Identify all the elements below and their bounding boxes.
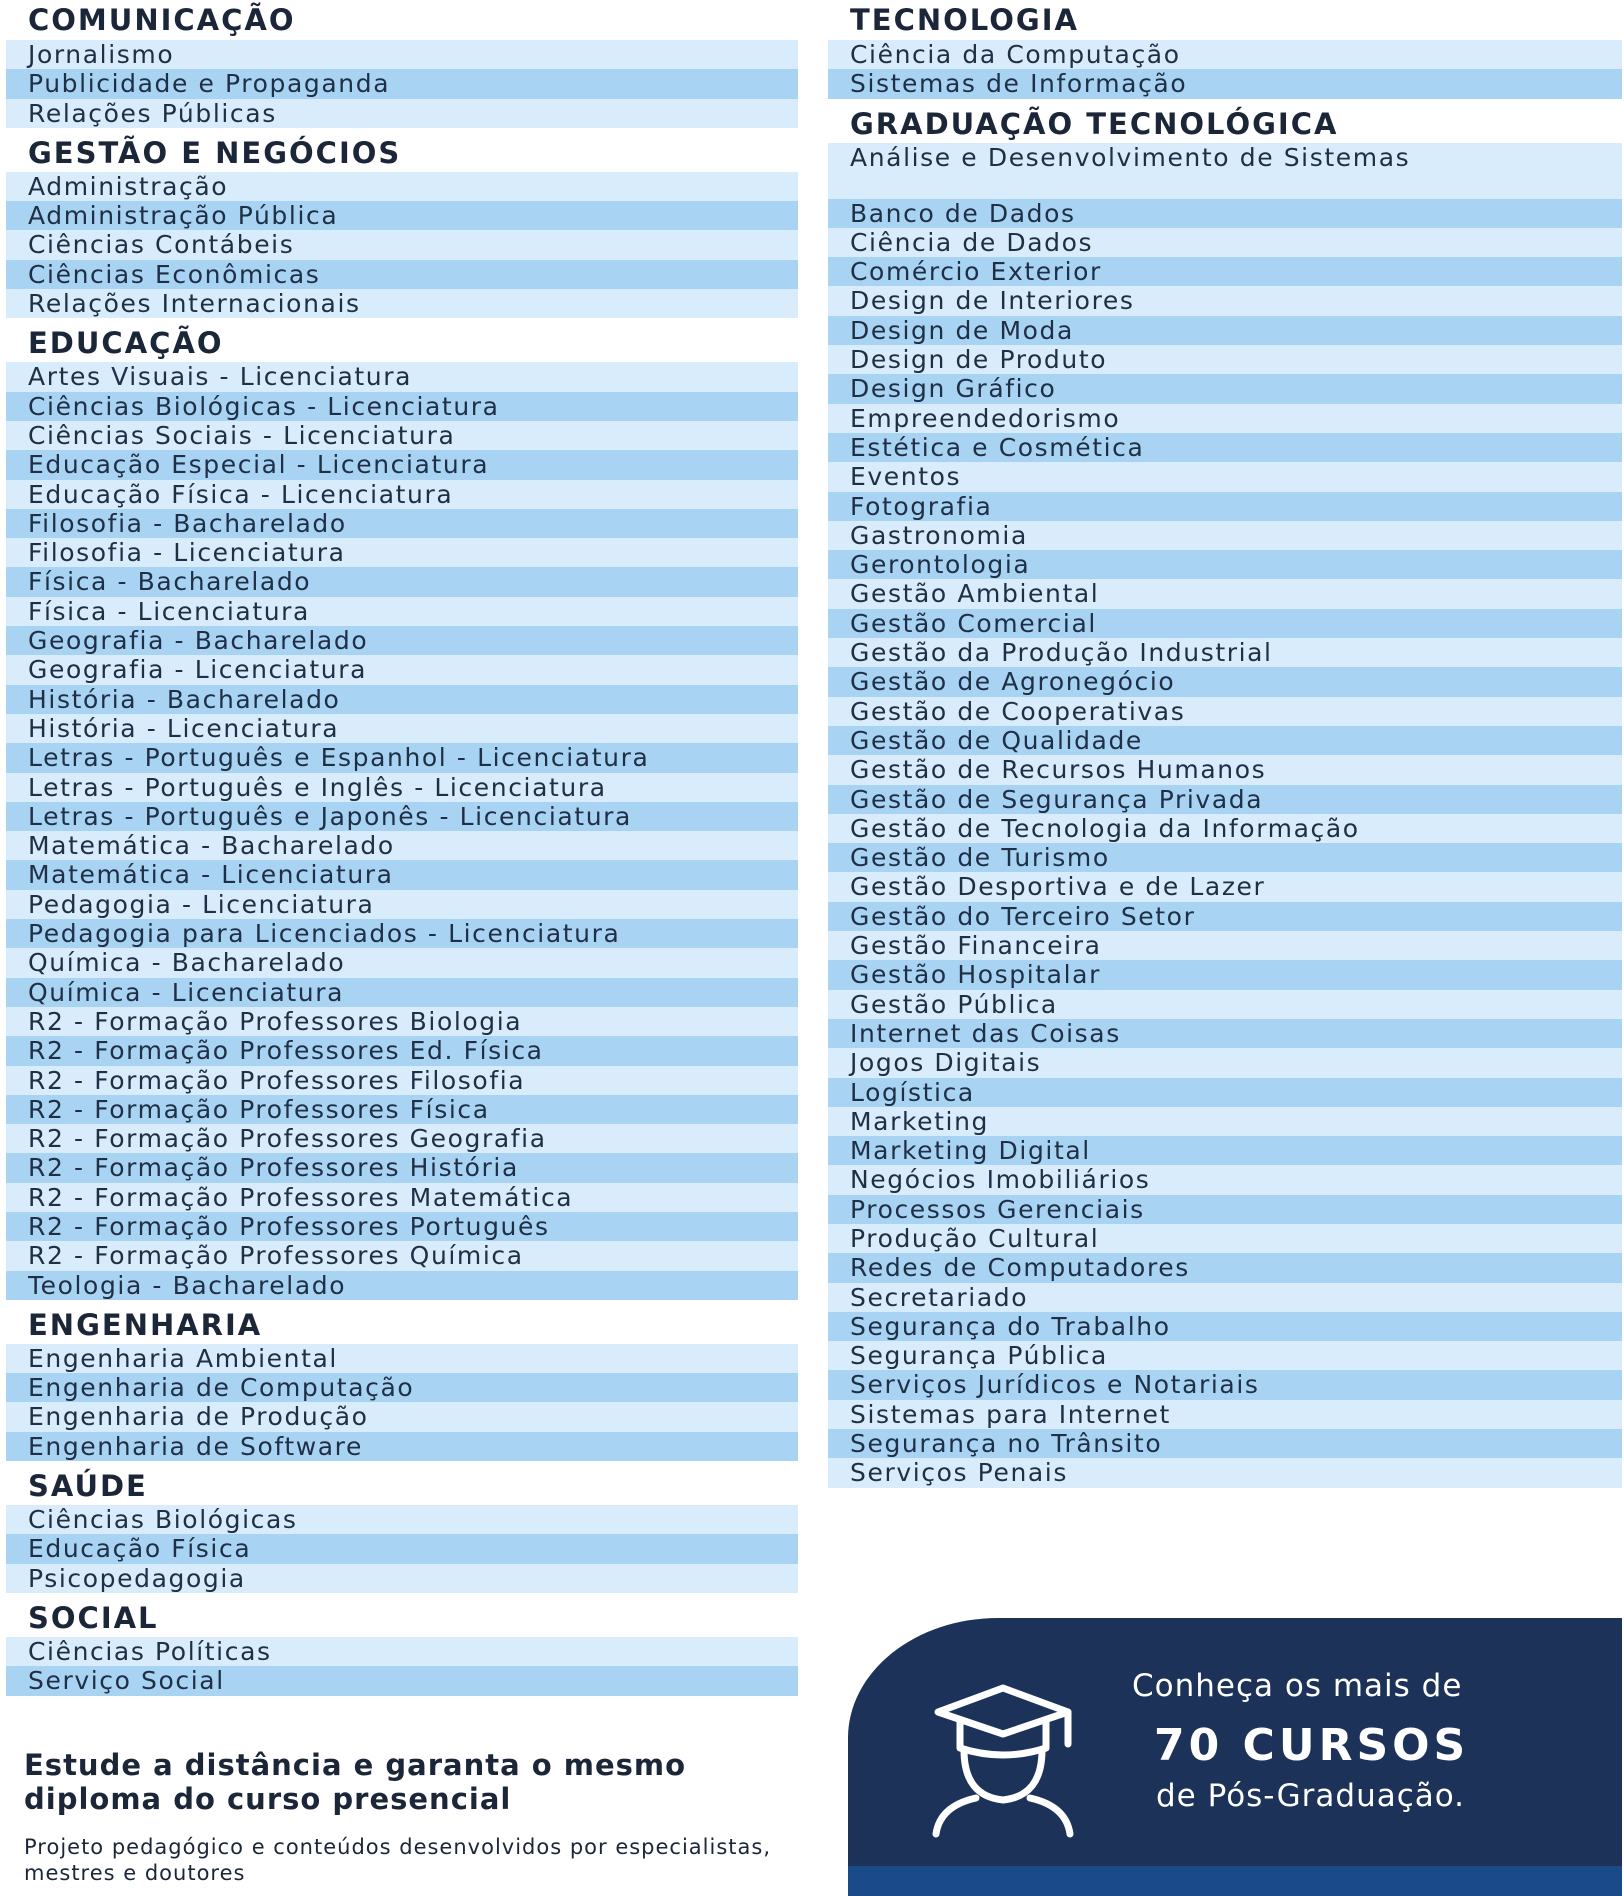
course-item[interactable]: Pedagogia para Licenciados - Licenciatura: [6, 919, 798, 948]
course-item[interactable]: Gestão de Recursos Humanos: [828, 755, 1622, 784]
course-item[interactable]: Química - Licenciatura: [6, 978, 798, 1007]
course-item[interactable]: R2 - Formação Professores Matemática: [6, 1183, 798, 1212]
course-item[interactable]: Banco de Dados: [828, 199, 1622, 228]
course-item[interactable]: Análise e Desenvolvimento de Sistemas: [828, 143, 1622, 199]
course-item[interactable]: Design de Produto: [828, 345, 1622, 374]
course-item[interactable]: R2 - Formação Professores Geografia: [6, 1124, 798, 1153]
course-item[interactable]: Processos Gerenciais: [828, 1195, 1622, 1224]
course-item[interactable]: Ciência da Computação: [828, 40, 1622, 69]
section-heading-tecnologia: TECNOLOGIA: [850, 3, 1079, 37]
right-column: [828, 0, 1622, 1488]
course-item[interactable]: Serviço Social: [6, 1666, 798, 1695]
course-item[interactable]: Jogos Digitais: [828, 1048, 1622, 1077]
course-item[interactable]: Geografia - Licenciatura: [6, 655, 798, 684]
course-item[interactable]: Gestão de Segurança Privada: [828, 785, 1622, 814]
course-item[interactable]: Negócios Imobiliários: [828, 1165, 1622, 1194]
course-item[interactable]: Pedagogia - Licenciatura: [6, 890, 798, 919]
course-item[interactable]: Publicidade e Propaganda: [6, 69, 798, 98]
course-item[interactable]: Física - Licenciatura: [6, 597, 798, 626]
course-item[interactable]: Matemática - Bacharelado: [6, 831, 798, 860]
promo-bottom-stripe: [848, 1866, 1622, 1896]
course-item[interactable]: Sistemas de Informação: [828, 69, 1622, 98]
section-heading-saude: SAÚDE: [28, 1469, 148, 1504]
course-item[interactable]: Engenharia Ambiental: [6, 1344, 798, 1373]
course-item[interactable]: Gestão Comercial: [828, 609, 1622, 638]
course-item[interactable]: Design Gráfico: [828, 374, 1622, 403]
section-heading-comunicacao: COMUNICAÇÃO: [28, 3, 296, 37]
course-item[interactable]: Ciência de Dados: [828, 228, 1622, 257]
course-item[interactable]: História - Licenciatura: [6, 714, 798, 743]
course-item[interactable]: Gestão Ambiental: [828, 579, 1622, 608]
course-item[interactable]: R2 - Formação Professores Química: [6, 1241, 798, 1270]
course-item[interactable]: Ciências Biológicas: [6, 1505, 798, 1534]
course-item[interactable]: Serviços Penais: [828, 1458, 1622, 1487]
course-item[interactable]: Segurança no Trânsito: [828, 1429, 1622, 1458]
course-item[interactable]: Geografia - Bacharelado: [6, 626, 798, 655]
course-item[interactable]: Ciências Sociais - Licenciatura: [6, 421, 798, 450]
promo-line-3: de Pós-Graduação.: [1156, 1778, 1466, 1814]
course-item[interactable]: Letras - Português e Japonês - Licenciatura: [6, 802, 798, 831]
course-item[interactable]: Jornalismo: [6, 40, 798, 69]
course-item[interactable]: Física - Bacharelado: [6, 567, 798, 596]
course-item[interactable]: Letras - Português e Espanhol - Licenciatura: [6, 743, 798, 772]
course-item[interactable]: Ciências Políticas: [6, 1637, 798, 1666]
course-item[interactable]: R2 - Formação Professores Ed. Física: [6, 1036, 798, 1065]
course-item[interactable]: Marketing Digital: [828, 1136, 1622, 1165]
section-heading-engenharia: ENGENHARIA: [28, 1307, 263, 1342]
course-item[interactable]: Ciências Contábeis: [6, 230, 798, 259]
course-item[interactable]: Teologia - Bacharelado: [6, 1271, 798, 1300]
course-item[interactable]: Relações Públicas: [6, 99, 798, 128]
course-item[interactable]: Logística: [828, 1078, 1622, 1107]
course-item[interactable]: Comércio Exterior: [828, 257, 1622, 286]
course-item[interactable]: Eventos: [828, 462, 1622, 491]
course-item[interactable]: Gestão de Turismo: [828, 843, 1622, 872]
subtagline: Projeto pedagógico e conteúdos desenvolvidos por especialistas, mestres e doutores: [24, 1835, 772, 1885]
course-item[interactable]: Gestão Hospitalar: [828, 960, 1622, 989]
section-heading-social: SOCIAL: [28, 1600, 159, 1635]
course-item[interactable]: R2 - Formação Professores Biologia: [6, 1007, 798, 1036]
course-item[interactable]: Psicopedagogia: [6, 1564, 798, 1593]
section-heading-gestao-e-negocios: GESTÃO E NEGÓCIOS: [28, 135, 402, 170]
course-item[interactable]: Engenharia de Software: [6, 1432, 798, 1461]
course-item[interactable]: Relações Internacionais: [6, 289, 798, 318]
course-item[interactable]: Secretariado: [828, 1283, 1622, 1312]
course-item[interactable]: Internet das Coisas: [828, 1019, 1622, 1048]
course-item[interactable]: R2 - Formação Professores Filosofia: [6, 1066, 798, 1095]
course-item[interactable]: Educação Física - Licenciatura: [6, 480, 798, 509]
course-item[interactable]: Marketing: [828, 1107, 1622, 1136]
graduate-icon: [928, 1678, 1078, 1838]
course-item[interactable]: Ciências Biológicas - Licenciatura: [6, 392, 798, 421]
course-item[interactable]: Gestão de Qualidade: [828, 726, 1622, 755]
course-item[interactable]: Gestão do Terceiro Setor: [828, 902, 1622, 931]
course-item[interactable]: Letras - Português e Inglês - Licenciatura: [6, 773, 798, 802]
course-item[interactable]: Gestão de Cooperativas: [828, 697, 1622, 726]
course-item[interactable]: Artes Visuais - Licenciatura: [6, 362, 798, 391]
course-item[interactable]: Redes de Computadores: [828, 1253, 1622, 1282]
promo-line-1: Conheça os mais de: [1132, 1668, 1463, 1704]
course-item[interactable]: Filosofia - Bacharelado: [6, 509, 798, 538]
course-item[interactable]: Gestão de Agronegócio: [828, 667, 1622, 696]
course-item[interactable]: Engenharia de Computação: [6, 1373, 798, 1402]
course-item[interactable]: R2 - Formação Professores Física: [6, 1095, 798, 1124]
course-item[interactable]: Administração Pública: [6, 201, 798, 230]
course-item[interactable]: Design de Interiores: [828, 286, 1622, 315]
course-item[interactable]: Gestão de Tecnologia da Informação: [828, 814, 1622, 843]
course-item[interactable]: Produção Cultural: [828, 1224, 1622, 1253]
course-item[interactable]: Serviços Jurídicos e Notariais: [828, 1370, 1622, 1399]
course-item[interactable]: Estética e Cosmética: [828, 433, 1622, 462]
course-item[interactable]: Filosofia - Licenciatura: [6, 538, 798, 567]
course-item[interactable]: Matemática - Licenciatura: [6, 860, 798, 889]
postgrad-promo-banner[interactable]: [848, 1618, 1622, 1896]
course-item[interactable]: Administração: [6, 172, 798, 201]
course-item[interactable]: Gastronomia: [828, 521, 1622, 550]
tagline: Estude a distância e garanta o mesmo diploma do curso presencial: [24, 1748, 687, 1816]
section-heading-graduacao-tecnologica: GRADUAÇÃO TECNOLÓGICA: [850, 106, 1339, 141]
course-item[interactable]: Engenharia de Produção: [6, 1402, 798, 1431]
course-item[interactable]: R2 - Formação Professores Português: [6, 1212, 798, 1241]
course-item[interactable]: Design de Moda: [828, 316, 1622, 345]
course-item[interactable]: Empreendedorismo: [828, 404, 1622, 433]
section-heading-educacao: EDUCAÇÃO: [28, 326, 224, 361]
course-item[interactable]: Gestão Desportiva e de Lazer: [828, 872, 1622, 901]
course-item[interactable]: R2 - Formação Professores História: [6, 1153, 798, 1182]
course-item[interactable]: Segurança Pública: [828, 1341, 1622, 1370]
course-item[interactable]: Segurança do Trabalho: [828, 1312, 1622, 1341]
course-item[interactable]: Gerontologia: [828, 550, 1622, 579]
course-item[interactable]: Química - Bacharelado: [6, 948, 798, 977]
course-item[interactable]: História - Bacharelado: [6, 685, 798, 714]
left-column: [6, 0, 798, 1696]
course-item[interactable]: Educação Física: [6, 1534, 798, 1563]
course-item[interactable]: Gestão da Produção Industrial: [828, 638, 1622, 667]
course-item[interactable]: Educação Especial - Licenciatura: [6, 450, 798, 479]
course-item[interactable]: Sistemas para Internet: [828, 1400, 1622, 1429]
promo-line-2: 70 CURSOS: [1154, 1720, 1470, 1771]
course-item[interactable]: Ciências Econômicas: [6, 260, 798, 289]
course-item[interactable]: Fotografia: [828, 492, 1622, 521]
course-item[interactable]: Gestão Pública: [828, 990, 1622, 1019]
course-item[interactable]: Gestão Financeira: [828, 931, 1622, 960]
